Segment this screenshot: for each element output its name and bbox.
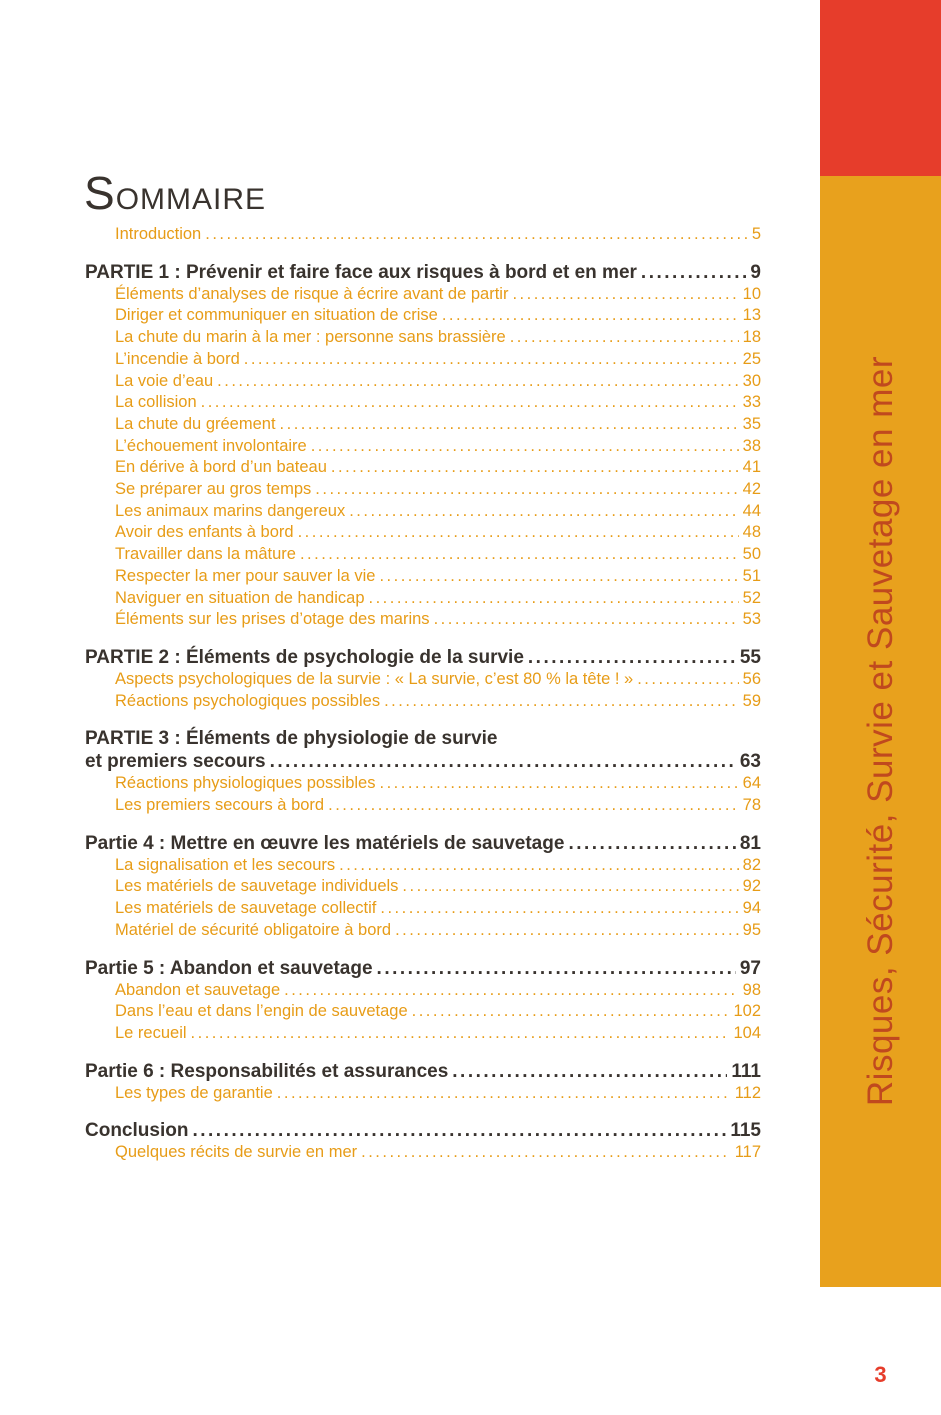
toc-entry: Naviguer en situation de handicap ..... 52 bbox=[85, 588, 761, 610]
toc-heading: PARTIE 1 : Prévenir et faire face aux risques à bord et en mer ..... 9 bbox=[85, 261, 761, 284]
page-number-box bbox=[820, 1287, 941, 1415]
toc-entry: Avoir des enfants à bord ..... 48 bbox=[85, 522, 761, 544]
toc-entry: L’incendie à bord ..... 25 bbox=[85, 349, 761, 371]
toc-heading: PARTIE 3 : Éléments de physiologie de survie et premiers secours ..... 63 bbox=[85, 727, 761, 773]
toc-entry: La chute du marin à la mer : personne sans brassière ..... 18 bbox=[85, 327, 761, 349]
toc-entry: Dans l’eau et dans l’engin de sauvetage ..... 102 bbox=[85, 1001, 761, 1023]
toc-heading: Partie 6 : Responsabilités et assurances ..... 111 bbox=[85, 1060, 761, 1083]
vertical-title-wrap bbox=[820, 176, 941, 1287]
toc-entry: La signalisation et les secours ..... 82 bbox=[85, 855, 761, 877]
red-accent-block bbox=[820, 0, 941, 176]
toc-entry: L’échouement involontaire ..... 38 bbox=[85, 436, 761, 458]
toc-heading: Partie 5 : Abandon et sauvetage ..... 97 bbox=[85, 957, 761, 980]
toc-entry: Les animaux marins dangereux ..... 44 bbox=[85, 501, 761, 523]
toc-entry: Les matériels de sauvetage individuels ..... 92 bbox=[85, 876, 761, 898]
toc-entry: Les premiers secours à bord ..... 78 bbox=[85, 795, 761, 817]
toc-entry: Éléments sur les prises d’otage des marins ..... 53 bbox=[85, 609, 761, 631]
toc-entry: Réactions psychologiques possibles ..... 59 bbox=[85, 691, 761, 713]
toc-heading: Conclusion ..... 115 bbox=[85, 1119, 761, 1142]
toc-entry: Aspects psychologiques de la survie : « La survie, c’est 80 % la tête ! » ..... 56 bbox=[85, 669, 761, 691]
toc-entry: Diriger et communiquer en situation de crise ..... 13 bbox=[85, 305, 761, 327]
toc-entry: Travailler dans la mâture ..... 50 bbox=[85, 544, 761, 566]
page-number: 3 bbox=[874, 1362, 887, 1387]
toc-entry: Abandon et sauvetage ..... 98 bbox=[85, 980, 761, 1002]
toc-entry: Respecter la mer pour sauver la vie ..... 51 bbox=[85, 566, 761, 588]
toc-entry: Matériel de sécurité obligatoire à bord ..... 95 bbox=[85, 920, 761, 942]
toc-entry: Se préparer au gros temps ..... 42 bbox=[85, 479, 761, 501]
page-title: SOMMAIRE bbox=[84, 167, 267, 219]
toc-entry: Réactions physiologiques possibles ..... 64 bbox=[85, 773, 761, 795]
toc-entry: La voie d’eau ..... 30 bbox=[85, 371, 761, 393]
vertical-title: Risques, Sécurité, Survie et Sauvetage en mer bbox=[860, 356, 900, 1107]
toc-heading: Partie 4 : Mettre en œuvre les matériels de sauvetage ..... 81 bbox=[85, 832, 761, 855]
toc-entry: Éléments d’analyses de risque à écrire avant de partir ..... 10 bbox=[85, 284, 761, 306]
toc-heading: PARTIE 2 : Éléments de psychologie de la survie ..... 55 bbox=[85, 646, 761, 669]
toc-entry: Quelques récits de survie en mer ..... 117 bbox=[85, 1142, 761, 1164]
toc-entry: La collision ..... 33 bbox=[85, 392, 761, 414]
right-strip bbox=[820, 0, 941, 1415]
toc-list bbox=[85, 224, 761, 1164]
toc-entry: Introduction ..... 5 bbox=[85, 224, 761, 246]
toc-entry: Le recueil ..... 104 bbox=[85, 1023, 761, 1045]
toc-entry: La chute du gréement ..... 35 bbox=[85, 414, 761, 436]
toc-entry: Les matériels de sauvetage collectif ..... 94 bbox=[85, 898, 761, 920]
toc-entry: En dérive à bord d’un bateau ..... 41 bbox=[85, 457, 761, 479]
toc-entry: Les types de garantie ..... 112 bbox=[85, 1083, 761, 1105]
